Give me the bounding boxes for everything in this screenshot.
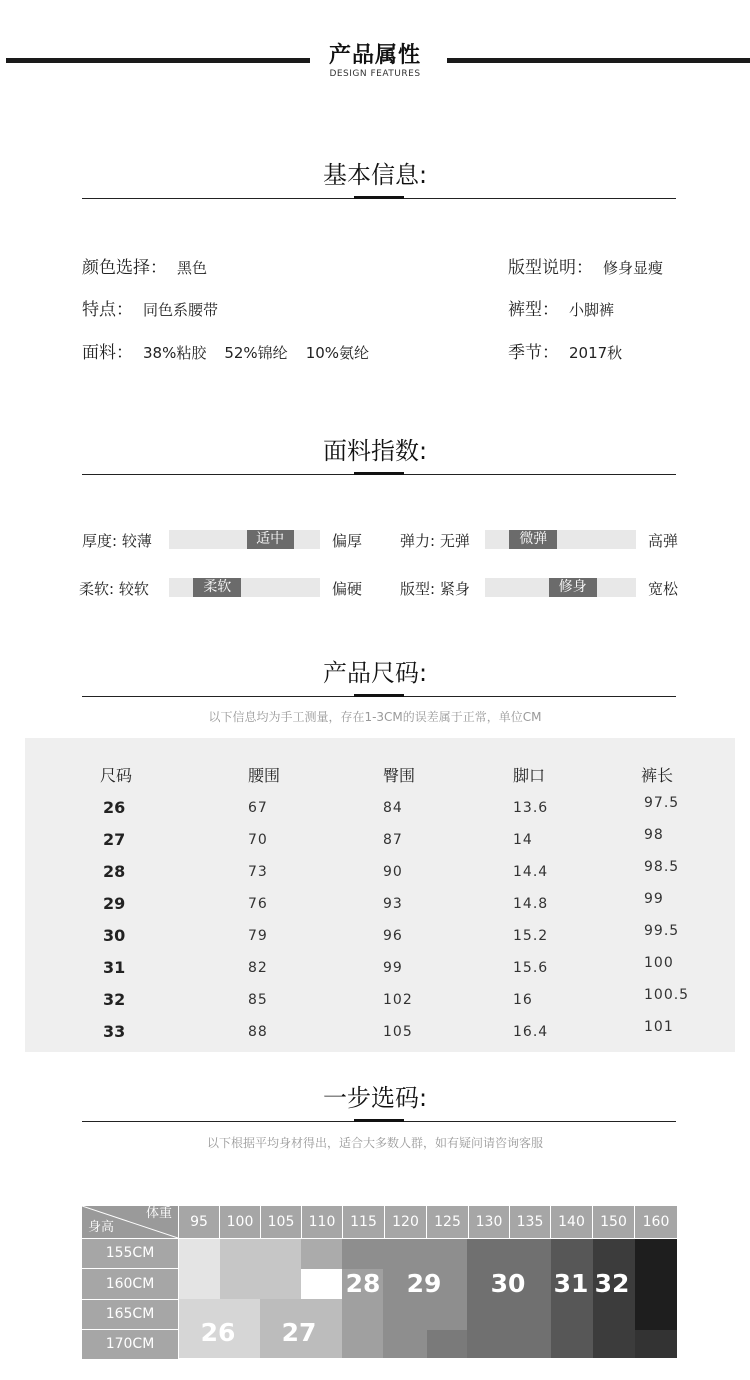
size-cell-r3-c1: 76 (248, 896, 268, 912)
size-cell-r4-c0: 30 (103, 926, 126, 945)
size-cell-r3-c2: 93 (383, 896, 403, 912)
fit-index-label: 版型: 紧身 (400, 580, 470, 598)
size-header-4: 裤长 (641, 766, 674, 785)
page-subtitle: DESIGN FEATURES (329, 69, 421, 79)
softness-track (169, 578, 320, 597)
size-cell-r7-c3: 16.4 (513, 1024, 549, 1040)
weight-header-95: 95 (179, 1206, 219, 1238)
pants-info (508, 295, 614, 320)
size-title: 产品尺码: (322, 659, 428, 687)
size-label-28: 28 (345, 1269, 381, 1298)
weight-header-150: 150 (593, 1206, 634, 1238)
size-cell-r0-c4: 97.5 (644, 795, 680, 811)
softness-indicator: 柔软 (193, 578, 241, 597)
season-label: 季节： (508, 343, 559, 363)
weight-header-140: 140 (551, 1206, 592, 1238)
fabric-value-1: 38%粘胶 (143, 344, 207, 362)
region-28-top (301, 1239, 342, 1269)
elasticity-indicator: 微弹 (509, 530, 557, 549)
height-170: 170CM (82, 1330, 178, 1359)
season-value: 2017秋 (569, 344, 623, 362)
corner-height-label: 身高 (88, 1220, 115, 1235)
elasticity-track (485, 530, 636, 549)
region-30-right (427, 1330, 467, 1358)
color-info (82, 253, 207, 278)
feature-value: 同色系腰带 (143, 301, 219, 319)
weight-header-110: 110 (302, 1206, 342, 1238)
feature-label: 特点： (82, 300, 133, 320)
size-note: 以下信息均为手工测量，存在1-3CM的误差属于正常，单位CM (208, 710, 542, 724)
size-label-30: 30 (490, 1269, 526, 1298)
size-label-31: 31 (553, 1269, 589, 1298)
size-cell-r7-c1: 88 (248, 1024, 268, 1040)
pants-label: 裤型： (508, 300, 559, 320)
thickness-label: 厚度: 较薄 (82, 532, 152, 550)
size-cell-r4-c1: 79 (248, 928, 268, 944)
fit-index-indicator: 修身 (549, 578, 597, 597)
basic-info-title: 基本信息: (322, 161, 428, 189)
size-label-26: 26 (200, 1318, 236, 1347)
size-cell-r5-c3: 15.6 (513, 960, 549, 976)
fabric-value-2: 52%锦纶 (224, 344, 288, 362)
thickness-indicator: 适中 (247, 530, 294, 549)
size-cell-r5-c1: 82 (248, 960, 268, 976)
size-header-1: 腰围 (248, 766, 281, 785)
region-33-bottom (635, 1330, 677, 1358)
size-label-29: 29 (406, 1269, 442, 1298)
size-cell-r0-c3: 13.6 (513, 800, 549, 816)
height-160: 160CM (82, 1269, 178, 1300)
size-cell-r5-c2: 99 (383, 960, 403, 976)
size-cell-r2-c0: 28 (103, 862, 126, 881)
size-cell-r1-c4: 98 (644, 827, 664, 843)
height-165: 165CM (82, 1300, 178, 1330)
page-title: 产品属性 (328, 43, 421, 68)
feature-info (82, 295, 218, 320)
size-label-27: 27 (281, 1318, 317, 1347)
fabric-label: 面料： (82, 343, 133, 363)
size-header-0: 尺码 (100, 766, 133, 785)
size-divider-accent (354, 694, 404, 697)
height-155: 155CM (82, 1239, 178, 1269)
size-cell-r1-c3: 14 (513, 832, 533, 848)
size-cell-r7-c2: 105 (383, 1024, 413, 1040)
size-cell-r5-c0: 31 (103, 958, 126, 977)
weight-header-115: 115 (343, 1206, 384, 1238)
fit-info (508, 253, 663, 278)
size-cell-r0-c1: 67 (248, 800, 268, 816)
size-cell-r7-c0: 33 (103, 1022, 126, 1041)
region-31 (551, 1239, 593, 1358)
size-cell-r0-c2: 84 (383, 800, 403, 816)
weight-header-100: 100 (220, 1206, 260, 1238)
size-cell-r6-c3: 16 (513, 992, 533, 1008)
size-cell-r6-c2: 102 (383, 992, 413, 1008)
size-cell-r2-c3: 14.4 (513, 864, 549, 880)
color-label: 颜色选择： (82, 258, 167, 278)
size-cell-r6-c0: 32 (103, 990, 126, 1009)
weight-header-130: 130 (469, 1206, 509, 1238)
elasticity-right-label: 高弹 (648, 532, 679, 550)
pick-note: 以下根据平均身材得出，适合大多数人群，如有疑问请咨询客服 (206, 1136, 543, 1150)
size-cell-r3-c3: 14.8 (513, 896, 549, 912)
pick-title: 一步选码: (322, 1084, 428, 1112)
region-27-top (220, 1239, 301, 1299)
size-cell-r4-c2: 96 (383, 928, 403, 944)
weight-header-120: 120 (385, 1206, 426, 1238)
fabric-value-3: 10%氨纶 (305, 344, 370, 362)
thickness-right-label: 偏厚 (332, 532, 363, 550)
size-cell-r2-c1: 73 (248, 864, 268, 880)
size-pick-grid (82, 1206, 677, 1358)
softness-right-label: 偏硬 (332, 580, 363, 598)
region-26-top (179, 1239, 220, 1299)
size-cell-r6-c4: 100.5 (644, 987, 690, 1003)
region-30 (467, 1239, 551, 1358)
size-cell-r1-c1: 70 (248, 832, 268, 848)
softness-label: 柔软: 较软 (79, 580, 149, 598)
thickness-track (169, 530, 320, 549)
size-cell-r4-c4: 99.5 (644, 923, 680, 939)
weight-header-160: 160 (635, 1206, 677, 1238)
color-value: 黑色 (177, 259, 208, 277)
size-cell-r2-c2: 90 (383, 864, 403, 880)
weight-header-125: 125 (427, 1206, 468, 1238)
size-header-3: 脚口 (513, 766, 546, 785)
size-cell-r5-c4: 100 (644, 955, 674, 971)
size-cell-r1-c2: 87 (383, 832, 403, 848)
grid-corner (82, 1206, 178, 1238)
fit-index-right-label: 宽松 (648, 580, 679, 598)
weight-header-105: 105 (261, 1206, 301, 1238)
fabric-index-title: 面料指数: (322, 437, 428, 465)
size-cell-r2-c4: 98.5 (644, 859, 680, 875)
season-info (508, 338, 622, 363)
region-29-left (342, 1239, 383, 1269)
fabric-index-divider-accent (354, 472, 404, 475)
size-cell-r6-c1: 85 (248, 992, 268, 1008)
fit-label: 版型说明： (508, 258, 593, 278)
fabric-info (82, 338, 369, 363)
fit-value: 修身显瘦 (603, 259, 664, 277)
size-header-2: 臀围 (383, 766, 416, 785)
pick-divider-accent (354, 1119, 404, 1122)
size-cell-r4-c3: 15.2 (513, 928, 549, 944)
weight-header-135: 135 (510, 1206, 550, 1238)
elasticity-label: 弹力: 无弹 (400, 532, 470, 550)
size-cell-r7-c4: 101 (644, 1019, 674, 1035)
size-cell-r3-c0: 29 (103, 894, 126, 913)
basic-info-divider-accent (354, 196, 404, 199)
region-32 (593, 1239, 635, 1358)
size-cell-r3-c4: 99 (644, 891, 664, 907)
corner-weight-label: 体重 (145, 1206, 172, 1221)
size-cell-r1-c0: 27 (103, 830, 126, 849)
pants-value: 小脚裤 (569, 301, 615, 319)
size-cell-r0-c0: 26 (103, 798, 126, 817)
size-label-32: 32 (594, 1269, 630, 1298)
